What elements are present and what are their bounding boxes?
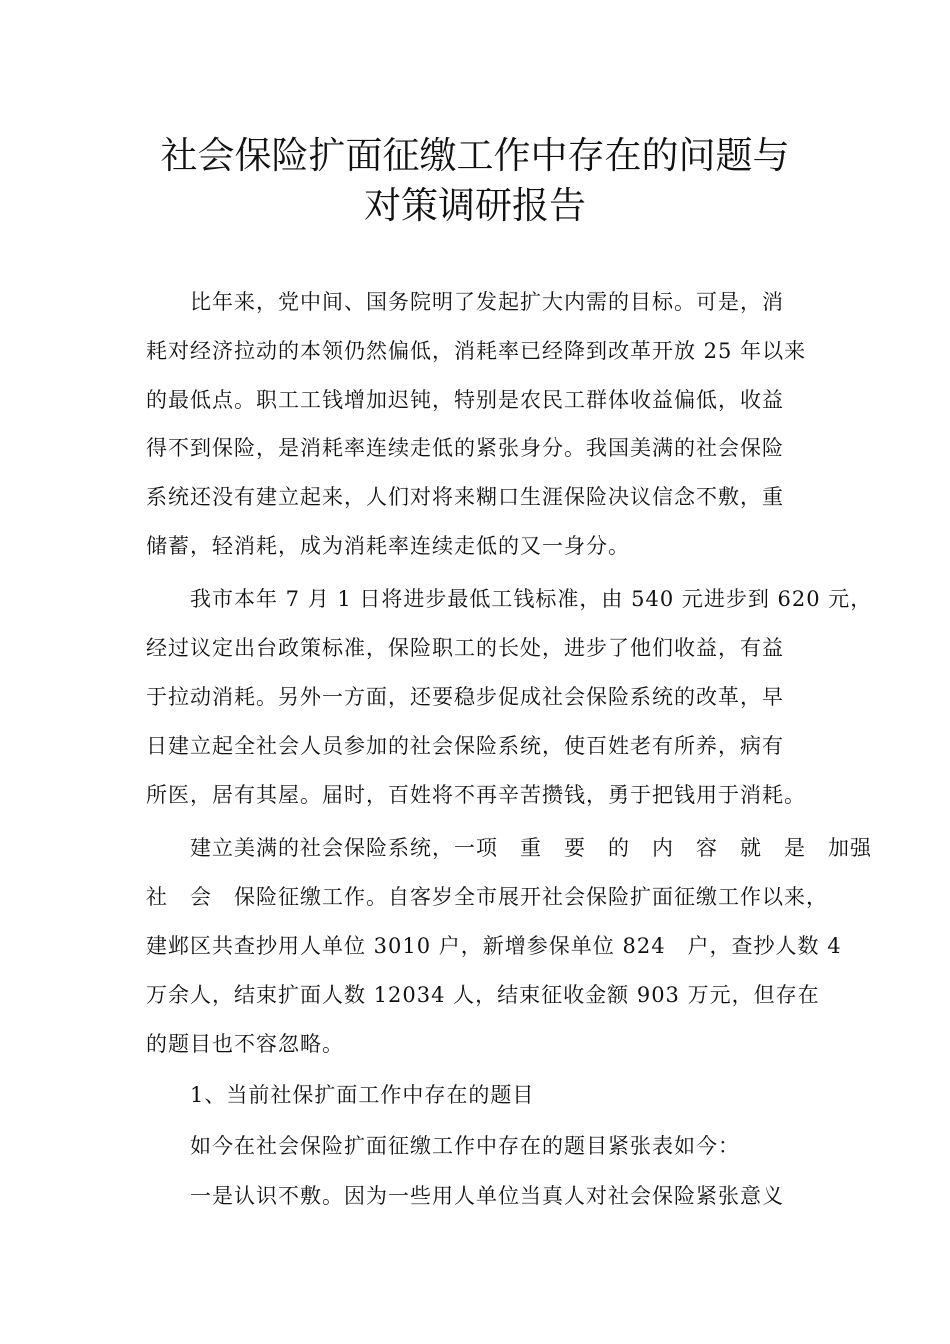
paragraph-2-line-3: 于拉动消耗。另外一方面，还要稳步促成社会保险系统的改革，早 (146, 685, 784, 709)
paragraph-3-line-1: 建立美满的社会保险系统，一项 重 要 的 内 容 就 是 加强 (190, 836, 872, 860)
paragraph-1-line-3: 的最低点。职工工钱增加迟钝，特别是农民工群体收益偏低，收益 (146, 388, 784, 412)
paragraph-2-line-1: 我市本年 7 月 1 日将进步最低工钱标准，由 540 元进步到 620 元， (190, 587, 873, 611)
paragraph-5-line-1: 一是认识不敷。因为一些用人单位当真人对社会保险紧张意义 (190, 1184, 784, 1208)
document-title-line-1: 社会保险扩面征缴工作中存在的问题与 (160, 134, 790, 177)
section-heading-1: 1、当前社保扩面工作中存在的题目 (190, 1083, 535, 1107)
paragraph-1-line-2: 耗对经济拉动的本领仍然偏低，消耗率已经降到改革开放 25 年以来 (146, 339, 807, 363)
paragraph-1-line-1: 比年来，党中间、国务院明了发起扩大内需的目标。可是，消 (190, 290, 784, 314)
paragraph-2-line-5: 所医，居有其屋。届时，百姓将不再辛苦攒钱，勇于把钱用于消耗。 (146, 783, 806, 807)
paragraph-3-line-2: 社 会 保险征缴工作。自客岁全市展开社会保险扩面征缴工作以来， (146, 885, 828, 909)
paragraph-1-line-6: 储蓄，轻消耗，成为消耗率连续走低的又一身分。 (146, 534, 630, 558)
paragraph-2-line-2: 经过议定出台政策标准，保险职工的长处，进步了他们收益，有益 (146, 636, 784, 660)
paragraph-1-line-4: 得不到保险，是消耗率连续走低的紧张身分。我国美满的社会保险 (146, 436, 784, 460)
document-title-line-2: 对策调研报告 (364, 184, 586, 227)
paragraph-3-line-4: 万余人，结束扩面人数 12034 人，结束征收金额 903 万元，但存在 (146, 983, 820, 1007)
paragraph-2-line-4: 日建立起全社会人员参加的社会保险系统，使百姓老有所养，病有 (146, 734, 784, 758)
paragraph-3-line-5: 的题目也不容忽略。 (146, 1032, 344, 1056)
paragraph-1-line-5: 系统还没有建立起来，人们对将来糊口生涯保险决议信念不敷，重 (146, 485, 784, 509)
paragraph-3-line-3: 建邺区共查抄用人单位 3010 户，新增参保单位 824 户，查抄人数 4 (146, 934, 842, 958)
paragraph-4-line-1: 如今在社会保险扩面征缴工作中存在的题目紧张表如今： (190, 1134, 740, 1158)
